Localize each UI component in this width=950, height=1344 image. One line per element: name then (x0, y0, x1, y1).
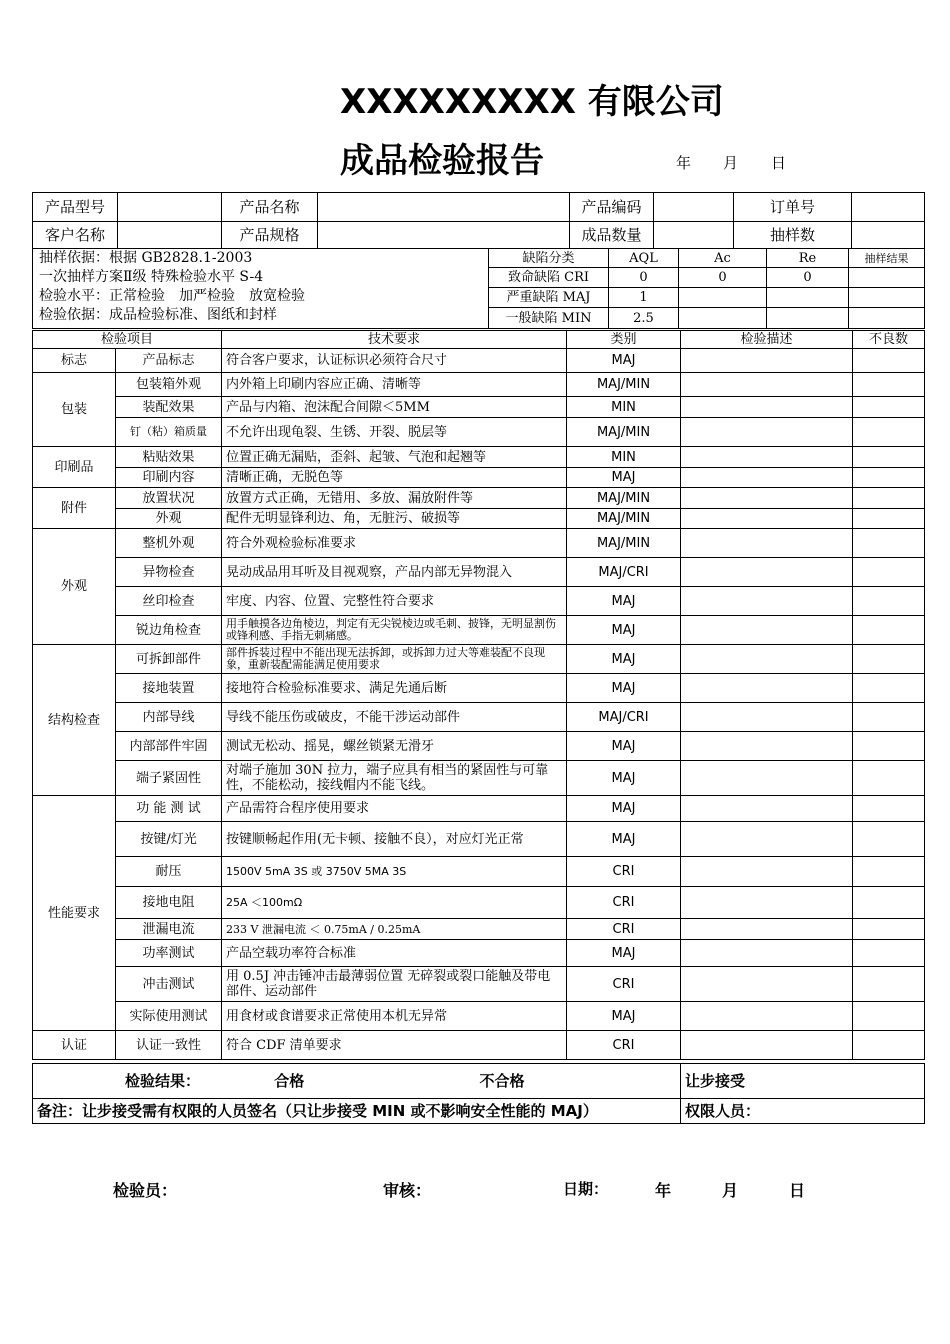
row-requirement: 不允许出现龟裂、生锈、开裂、脱层等 (222, 418, 567, 447)
defect-class-header: 缺陷分类 (489, 249, 609, 268)
row-defects[interactable] (853, 919, 925, 940)
row-item: 外观 (116, 509, 222, 529)
col-item-header: 检验项目 (33, 331, 222, 349)
row-defects[interactable] (853, 703, 925, 732)
row-item: 包装箱外观 (116, 373, 222, 397)
min-result[interactable] (849, 308, 925, 329)
row-category: MAJ (567, 587, 681, 616)
row-item: 丝印检查 (116, 587, 222, 616)
row-item: 功 能 测 试 (116, 796, 222, 822)
row-category: MAJ/MIN (567, 418, 681, 447)
product-code-value[interactable] (654, 193, 734, 222)
row-defects[interactable] (853, 732, 925, 761)
row-defects[interactable] (853, 1002, 925, 1031)
row-description[interactable] (681, 887, 853, 919)
row-item: 产品标志 (116, 349, 222, 373)
row-description[interactable] (681, 349, 853, 373)
row-category: MAJ (567, 674, 681, 703)
sampling-line-1: 抽样依据：根据 GB2828.1-2003 (39, 250, 253, 266)
row-defects[interactable] (853, 1031, 925, 1060)
row-item: 整机外观 (116, 529, 222, 558)
row-item: 认证一致性 (116, 1031, 222, 1060)
product-model-value[interactable] (118, 193, 222, 222)
table-row (33, 488, 925, 509)
table-row (33, 674, 925, 703)
product-qty-label: 成品数量 (570, 222, 654, 249)
customer-value[interactable] (118, 222, 222, 249)
row-description[interactable] (681, 447, 853, 468)
row-category: MAJ (567, 796, 681, 822)
ac-header: Ac (679, 249, 767, 268)
table-row (33, 529, 925, 558)
row-item: 冲击测试 (116, 967, 222, 1002)
customer-label: 客户名称 (33, 222, 118, 249)
row-category: MAJ/MIN (567, 488, 681, 509)
row-category: MAJ (567, 616, 681, 645)
sign-month-label: 月 (722, 1181, 739, 1200)
row-defects[interactable] (853, 967, 925, 1002)
row-description[interactable] (681, 940, 853, 967)
inspection-table (32, 330, 925, 1060)
row-defects[interactable] (853, 822, 925, 857)
row-category: CRI (567, 857, 681, 887)
row-description[interactable] (681, 822, 853, 857)
row-item: 泄漏电流 (116, 919, 222, 940)
row-item: 印刷内容 (116, 468, 222, 488)
row-defects[interactable] (853, 616, 925, 645)
row-defects[interactable] (853, 761, 925, 796)
table-row (33, 468, 925, 488)
row-category: MAJ (567, 645, 681, 674)
table-row (33, 919, 925, 940)
maj-re[interactable] (767, 288, 849, 308)
row-description[interactable] (681, 857, 853, 887)
row-defects[interactable] (853, 397, 925, 418)
row-requirement: 测试无松动、摇晃，螺丝锁紧无滑牙 (222, 732, 567, 761)
table-row (33, 940, 925, 967)
table-row (33, 397, 925, 418)
product-qty-value[interactable] (654, 222, 734, 249)
row-item: 功率测试 (116, 940, 222, 967)
min-ac[interactable] (679, 308, 767, 329)
row-description[interactable] (681, 397, 853, 418)
row-category: MIN (567, 447, 681, 468)
table-row (33, 447, 925, 468)
row-item: 耐压 (116, 857, 222, 887)
row-defects[interactable] (853, 529, 925, 558)
table-row (33, 796, 925, 822)
row-requirement: 配件无明显锋利边、角，无脏污、破损等 (222, 509, 567, 529)
pass-option[interactable]: 合格 (274, 1071, 305, 1090)
row-defects[interactable] (853, 940, 925, 967)
maj-label: 严重缺陷 MAJ (489, 288, 609, 308)
sign-year-label: 年 (655, 1181, 672, 1200)
row-description[interactable] (681, 587, 853, 616)
row-description[interactable] (681, 488, 853, 509)
row-item: 内部导线 (116, 703, 222, 732)
row-requirement: 位置正确无漏贴，歪斜、起皱、气泡和起翘等 (222, 447, 567, 468)
row-requirement: 产品与内箱、泡沫配合间隙＜5MM (222, 397, 567, 418)
col-defects-header: 不良数 (853, 331, 925, 349)
row-description[interactable] (681, 674, 853, 703)
product-spec-label: 产品规格 (222, 222, 318, 249)
sampling-line-4: 检验依据：成品检验标准、图纸和封样 (39, 307, 277, 323)
re-header: Re (767, 249, 849, 268)
row-defects[interactable] (853, 509, 925, 529)
aql-header: AQL (609, 249, 679, 268)
row-requirement: 清晰正确，无脱色等 (222, 468, 567, 488)
row-category: MAJ (567, 940, 681, 967)
row-category: CRI (567, 967, 681, 1002)
row-requirement: 用食材或食谱要求正常使用本机无异常 (222, 1002, 567, 1031)
row-item: 粘贴效果 (116, 447, 222, 468)
group-appearance: 外观 (33, 529, 116, 645)
row-defects[interactable] (853, 857, 925, 887)
row-description[interactable] (681, 468, 853, 488)
result-table (32, 1063, 925, 1124)
row-requirement: 按键顺畅起作用(无卡顿、接触不良），对应灯光正常 (222, 822, 567, 857)
result-label: 检验结果： (125, 1071, 201, 1090)
header-day-label: 日 (771, 154, 787, 172)
table-row (33, 703, 925, 732)
row-requirement: 晃动成品用耳听及目视观察，产品内部无异物混入 (222, 558, 567, 587)
col-description-header: 检验描述 (681, 331, 853, 349)
row-item: 端子紧固性 (116, 761, 222, 796)
row-requirement: 产品空载功率符合标准 (222, 940, 567, 967)
group-cert: 认证 (33, 1031, 116, 1060)
sampling-basis (33, 249, 489, 329)
row-item: 可拆卸部件 (116, 645, 222, 674)
row-description[interactable] (681, 509, 853, 529)
inspector-label: 检验员： (113, 1181, 178, 1200)
row-description[interactable] (681, 373, 853, 397)
min-re[interactable] (767, 308, 849, 329)
sign-day-label: 日 (789, 1181, 806, 1200)
row-requirement: 符合外观检验标准要求 (222, 529, 567, 558)
group-mark: 标志 (33, 349, 116, 373)
row-category: MAJ (567, 761, 681, 796)
row-requirement: 放置方式正确，无错用、多放、漏放附件等 (222, 488, 567, 509)
row-defects[interactable] (853, 645, 925, 674)
row-requirement: 用手触摸各边角棱边，判定有无尖锐棱边或毛刺、披锋，无明显割伤或锋利感、手指无刺痛感。 (222, 616, 567, 645)
row-requirement: 用 0.5J 冲击锤冲击最薄弱位置 无碎裂或裂口能触及带电部件、运动部件 (222, 967, 567, 1002)
row-defects[interactable] (853, 558, 925, 587)
table-row (33, 761, 925, 796)
maj-aql: 1 (609, 288, 679, 308)
cri-re: 0 (767, 268, 849, 288)
row-item: 放置状况 (116, 488, 222, 509)
row-defects[interactable] (853, 587, 925, 616)
group-accessory: 附件 (33, 488, 116, 529)
result-cell (33, 1064, 681, 1099)
row-requirement: 符合 CDF 清单要求 (222, 1031, 567, 1060)
col-category-header: 类别 (567, 331, 681, 349)
row-requirement: 部件拆装过程中不能出现无法拆卸，或拆卸力过大等难装配不良现象，重新装配需能满足使用要求 (222, 645, 567, 674)
row-description[interactable] (681, 761, 853, 796)
reviewer-label: 审核： (383, 1181, 432, 1200)
table-row (33, 349, 925, 373)
product-info-table (32, 192, 925, 249)
row-item: 钉（粘）箱质量 (116, 418, 222, 447)
row-description[interactable] (681, 703, 853, 732)
group-performance: 性能要求 (33, 796, 116, 1031)
row-requirement: 接地符合检验标准要求、满足先通后断 (222, 674, 567, 703)
row-defects[interactable] (853, 373, 925, 397)
group-print: 印刷品 (33, 447, 116, 488)
row-category: MAJ (567, 822, 681, 857)
order-no-label: 订单号 (734, 193, 852, 222)
row-defects[interactable] (853, 447, 925, 468)
min-label: 一般缺陷 MIN (489, 308, 609, 329)
remark-text: 备注：让步接受需有权限的人员签名（只让步接受 MIN 或不影响安全性能的 MAJ） (33, 1099, 681, 1124)
row-description[interactable] (681, 558, 853, 587)
row-item: 内部部件牢固 (116, 732, 222, 761)
row-category: CRI (567, 1031, 681, 1060)
table-row (33, 373, 925, 397)
order-no-value[interactable] (852, 193, 925, 222)
table-row (33, 887, 925, 919)
row-defects[interactable] (853, 488, 925, 509)
product-name-label: 产品名称 (222, 193, 318, 222)
maj-result[interactable] (849, 288, 925, 308)
row-description[interactable] (681, 967, 853, 1002)
fail-option[interactable]: 不合格 (479, 1071, 525, 1090)
row-defects[interactable] (853, 887, 925, 919)
product-model-label: 产品型号 (33, 193, 118, 222)
row-category: MAJ/CRI (567, 703, 681, 732)
row-category: CRI (567, 887, 681, 919)
row-defects[interactable] (853, 796, 925, 822)
row-item: 异物检查 (116, 558, 222, 587)
row-category: MAJ (567, 732, 681, 761)
table-row (33, 822, 925, 857)
row-requirement: 233 V 泄漏电流 ＜ 0.75mA / 0.25mA (222, 919, 567, 940)
row-description[interactable] (681, 616, 853, 645)
date-label: 日期： (563, 1180, 609, 1198)
group-package: 包装 (33, 373, 116, 447)
row-description[interactable] (681, 1002, 853, 1031)
row-category: MAJ (567, 468, 681, 488)
table-row (33, 1002, 925, 1031)
authority-label: 权限人员： (681, 1099, 925, 1124)
sample-qty-label: 抽样数 (734, 222, 852, 249)
row-requirement: 对端子施加 30N 拉力，端子应具有相当的紧固性与可靠性，不能松动，接线帽内不能飞线。 (222, 761, 567, 796)
row-description[interactable] (681, 919, 853, 940)
table-row (33, 587, 925, 616)
row-requirement: 25A ＜100mΩ (222, 887, 567, 919)
row-category: CRI (567, 919, 681, 940)
row-description[interactable] (681, 1031, 853, 1060)
header-month-label: 月 (723, 154, 739, 172)
row-requirement: 内外箱上印刷内容应正确、清晰等 (222, 373, 567, 397)
row-item: 接地电阻 (116, 887, 222, 919)
row-item: 按键/灯光 (116, 822, 222, 857)
table-row (33, 558, 925, 587)
table-row (33, 418, 925, 447)
sampling-result-header: 抽样结果 (849, 249, 925, 268)
row-description[interactable] (681, 529, 853, 558)
table-row (33, 645, 925, 674)
cri-ac: 0 (679, 268, 767, 288)
concession-option[interactable]: 让步接受 (681, 1064, 925, 1099)
row-item: 锐边角检查 (116, 616, 222, 645)
header-year-label: 年 (676, 154, 692, 172)
row-defects[interactable] (853, 674, 925, 703)
row-item: 装配效果 (116, 397, 222, 418)
sampling-table (32, 248, 925, 329)
row-requirement: 牢度、内容、位置、完整性符合要求 (222, 587, 567, 616)
row-defects[interactable] (853, 349, 925, 373)
cri-aql: 0 (609, 268, 679, 288)
group-structure: 结构检查 (33, 645, 116, 796)
row-item: 实际使用测试 (116, 1002, 222, 1031)
maj-ac[interactable] (679, 288, 767, 308)
row-description[interactable] (681, 796, 853, 822)
company-title: XXXXXXXXX 有限公司 (340, 82, 724, 122)
row-requirement: 产品需符合程序使用要求 (222, 796, 567, 822)
table-row (33, 732, 925, 761)
row-category: MAJ/CRI (567, 558, 681, 587)
min-aql: 2.5 (609, 308, 679, 329)
product-name-value[interactable] (318, 193, 570, 222)
row-requirement: 1500V 5mA 3S 或 3750V 5MA 3S (222, 857, 567, 887)
row-defects[interactable] (853, 468, 925, 488)
product-code-label: 产品编码 (570, 193, 654, 222)
cri-label: 致命缺陷 CRI (489, 268, 609, 288)
table-row (33, 616, 925, 645)
table-row (33, 857, 925, 887)
sampling-line-2: 一次抽样方案Ⅱ级 特殊检验水平 S-4 (39, 269, 264, 285)
row-defects[interactable] (853, 418, 925, 447)
row-category: MAJ/MIN (567, 373, 681, 397)
row-category: MIN (567, 397, 681, 418)
table-row (33, 967, 925, 1002)
row-category: MAJ/MIN (567, 529, 681, 558)
row-category: MAJ (567, 349, 681, 373)
row-requirement: 符合客户要求，认证标识必须符合尺寸 (222, 349, 567, 373)
col-requirement-header: 技术要求 (222, 331, 567, 349)
row-item: 接地装置 (116, 674, 222, 703)
row-category: MAJ (567, 1002, 681, 1031)
row-requirement: 导线不能压伤或破皮，不能干涉运动部件 (222, 703, 567, 732)
row-category: MAJ/MIN (567, 509, 681, 529)
report-title: 成品检验报告 (340, 141, 544, 181)
row-description[interactable] (681, 732, 853, 761)
table-row (33, 509, 925, 529)
row-description[interactable] (681, 645, 853, 674)
row-description[interactable] (681, 418, 853, 447)
sample-qty-value[interactable] (852, 222, 925, 249)
product-spec-value[interactable] (318, 222, 570, 249)
table-row (33, 1031, 925, 1060)
cri-result[interactable] (849, 268, 925, 288)
sampling-line-3: 检验水平：正常检验 加严检验 放宽检验 (39, 288, 305, 304)
